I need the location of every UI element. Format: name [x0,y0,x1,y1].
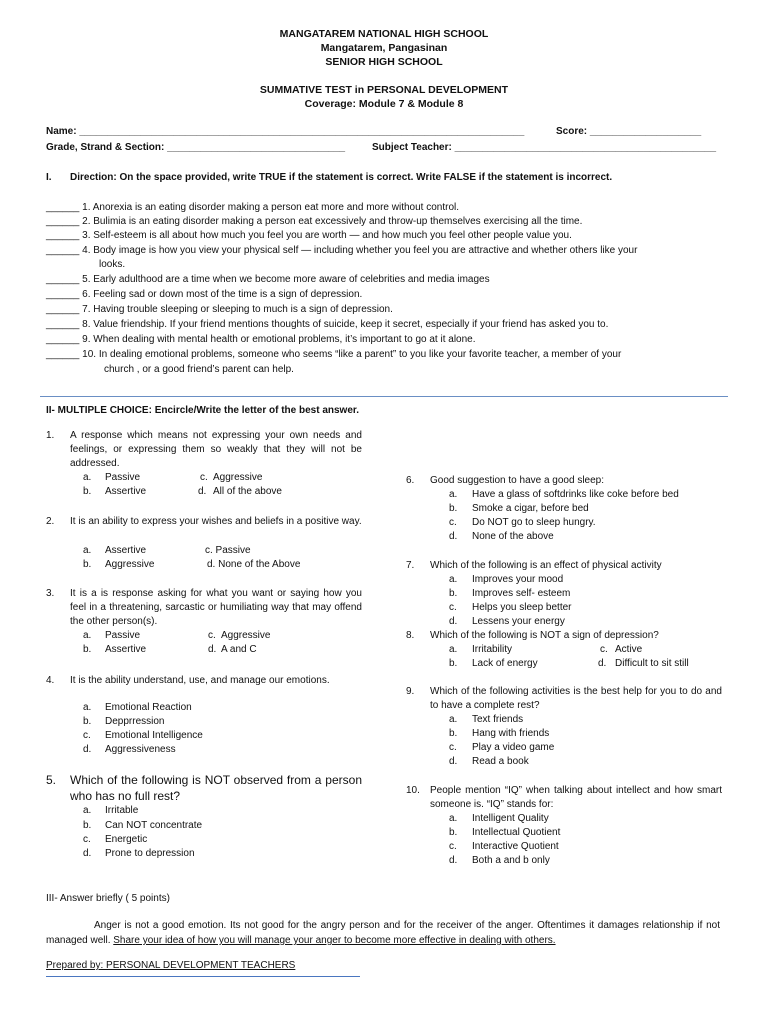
question-number: 6. [406,475,415,486]
letter-a: a. [83,472,92,483]
subject-teacher-field[interactable]: Subject Teacher: _______________________________________________ [372,142,717,153]
letter-d: d. [83,744,92,755]
letter-d: d. [83,848,92,859]
q4-option-a[interactable]: Emotional Reaction [105,702,192,713]
q8-option-d[interactable]: Difficult to sit still [615,658,689,669]
question-text: It is a is response asking for what you want or saying how you feel in a threatening, sarcastic or humiliating way that may offend the other person(s). [70,588,362,627]
letter-b: b. [449,728,458,739]
letter-d: d. [449,855,458,866]
school-level: SENIOR HIGH SCHOOL [325,56,443,68]
question-number: 3. [46,588,55,599]
q9-option-c[interactable]: Play a video game [472,742,555,753]
q3-option-c[interactable]: Aggressive [221,630,271,641]
question-number: 4. [46,675,55,686]
q10-option-c[interactable]: Interactive Quotient [472,841,559,852]
question-number: 7. [406,560,415,571]
q1-option-d[interactable]: All of the above [213,486,282,497]
q3-option-a[interactable]: Passive [105,630,141,641]
tf-item-5[interactable]: ______ 5. Early adulthood are a time when we become more aware of celebrities and media images [46,274,490,285]
letter-b: b. [83,644,92,655]
letter-a: a. [449,489,458,500]
letter-a: a. [83,702,92,713]
q5-option-d[interactable]: Prone to depression [105,848,195,859]
letter-d: d. [449,616,458,627]
letter-b: b. [83,820,92,831]
letter-d: d. [598,658,607,669]
letter-b: b. [449,658,458,669]
test-title: SUMMATIVE TEST in PERSONAL DEVELOPMENT [259,84,509,96]
tf-item-4[interactable]: ______ 4. Body image is how you view your physical self — including whether you feel you are attractive and whether others like your [46,245,638,256]
q4-option-c[interactable]: Emotional Intelligence [105,730,203,741]
tf-item-7[interactable]: ______ 7. Having trouble sleeping or sleeping to much is a sign of depression. [46,304,393,315]
letter-c: c. [83,834,91,845]
q9-option-d[interactable]: Read a book [472,756,529,767]
tf-item-4-cont: looks. [99,259,126,270]
grade-strand-section-field[interactable]: Grade, Strand & Section: ________________________________ [46,142,346,153]
part2-heading: II- MULTIPLE CHOICE: Encircle/Write the letter of the best answer. [46,405,360,416]
tf-item-10-cont: church , or a good friend’s parent can help. [104,364,294,375]
q7-option-c[interactable]: Helps you sleep better [472,602,572,613]
part3-prompt [46,918,720,948]
q5-option-a[interactable]: Irritable [105,805,139,816]
q7-option-b[interactable]: Improves self- esteem [472,588,571,599]
tf-item-1[interactable]: ______ 1. Anorexia is an eating disorder making a person eat more and more without control. [46,202,460,213]
q1-option-c[interactable]: Aggressive [213,472,263,483]
question-number: 2. [46,516,55,527]
q8-option-a[interactable]: Irritability [472,644,513,655]
letter-c: c. [449,517,457,528]
part3-heading: III- Answer briefly ( 5 points) [46,893,170,904]
question-number: 5. [46,773,57,787]
question-number: 10. [406,785,420,796]
question-text: Which of the following is an effect of physical activity [430,560,662,571]
school-location: Mangatarem, Pangasinan [320,42,448,54]
tf-item-8[interactable]: ______ 8. Value friendship. If your friend mentions thoughts of suicide, keep it secret, especially if your friend has asked you to. [46,319,609,330]
part3-prompt-text: Anger is not a good emotion. Its not good for the angry person and for the receiver of the anger. Oftentimes it damages relationship if not managed well. [46,920,720,946]
q1-option-b[interactable]: Assertive [105,486,147,497]
letter-a: a. [449,574,458,585]
q7-option-d[interactable]: Lessens your energy [472,616,565,627]
part1-direction: Direction: On the space provided, write TRUE if the statement is correct. Write FALSE if the statement is incorrect. [70,172,613,183]
letter-b: b. [449,827,458,838]
letter-d: d. [449,756,458,767]
test-coverage: Coverage: Module 7 & Module 8 [304,98,464,110]
letter-c: c. [449,742,457,753]
letter-a: a. [449,714,458,725]
q5-option-b[interactable]: Can NOT concentrate [105,820,203,831]
q10-option-b[interactable]: Intellectual Quotient [472,827,561,838]
prepared-by: Prepared by: PERSONAL DEVELOPMENT TEACHERS [46,960,296,971]
q2-option-d[interactable]: d. None of the Above [207,559,301,570]
letter-c: c. [200,472,208,483]
question-text: Which of the following is NOT observed from a person who has no full rest? [70,773,362,803]
q3-option-d[interactable]: A and C [221,644,257,655]
q9-option-b[interactable]: Hang with friends [472,728,550,739]
letter-a: a. [83,630,92,641]
q7-option-a[interactable]: Improves your mood [472,574,564,585]
q4-option-b[interactable]: Depprression [105,716,165,727]
question-text: People mention “IQ” when talking about intellect and how smart someone is. “IQ” stands for: [430,785,722,810]
score-field[interactable]: Score: ____________________ [556,126,702,137]
q3-option-b[interactable]: Assertive [105,644,147,655]
q6-option-b[interactable]: Smoke a cigar, before bed [472,503,589,514]
tf-item-6[interactable]: ______ 6. Feeling sad or down most of the time is a sign of depression. [46,289,363,300]
tf-item-3[interactable]: ______ 3. Self-esteem is all about how much you feel you are worth — and how much you feel other people value you. [46,230,572,241]
question-text: It is an ability to express your wishes and beliefs in a positive way. [70,516,362,527]
question-number: 1. [46,430,55,441]
q2-option-a[interactable]: Assertive [105,545,147,556]
q1-option-a[interactable]: Passive [105,472,141,483]
letter-b: b. [449,503,458,514]
letter-b: b. [449,588,458,599]
letter-b: b. [83,486,92,497]
letter-a: a. [449,644,458,655]
letter-c: c. [449,841,457,852]
q4-option-d[interactable]: Aggressiveness [105,744,176,755]
q8-option-c[interactable]: Active [615,644,643,655]
question-text: A response which means not expressing your own needs and feelings, or expressing them so weakly that they will not be addressed. [70,430,362,469]
name-field[interactable]: Name: ________________________________________________________________________________ [46,126,525,137]
question-text: Good suggestion to have a good sleep: [430,475,605,486]
letter-b: b. [83,559,92,570]
part1-number: I. [46,172,52,183]
q10-option-a[interactable]: Intelligent Quality [472,813,549,824]
q9-option-a[interactable]: Text friends [472,714,524,725]
q6-option-c[interactable]: Do NOT go to sleep hungry. [472,517,596,528]
letter-c: c. [449,602,457,613]
section-divider [40,396,728,397]
q6-option-a[interactable]: Have a glass of softdrinks like coke before bed [472,489,679,500]
letter-c: c. [83,730,91,741]
school-name: MANGATAREM NATIONAL HIGH SCHOOL [279,28,489,40]
question-text: Which of the following is NOT a sign of depression? [430,630,659,641]
letter-b: b. [83,716,92,727]
q10-option-d[interactable]: Both a and b only [472,855,550,866]
question-text: It is the ability understand, use, and manage our emotions. [70,675,330,686]
letter-d: d. [208,644,217,655]
letter-c: c. [600,644,608,655]
part3-prompt-instruction: Share your idea of how you will manage your anger to become more effective in dealing with others. [113,935,556,946]
letter-d: d. [449,531,458,542]
q6-option-d[interactable]: None of the above [472,531,554,542]
q2-option-b[interactable]: Aggressive [105,559,155,570]
question-number: 9. [406,686,415,697]
letter-a: a. [449,813,458,824]
q2-option-c[interactable]: c. Passive [205,545,251,556]
question-text: Which of the following activities is the best help for you to do and to have a complete rest? [430,686,722,711]
letter-a: a. [83,805,92,816]
footer-line [46,976,360,977]
q8-option-b[interactable]: Lack of energy [472,658,538,669]
tf-item-2[interactable]: ______ 2. Bulimia is an eating disorder making a person eat excessively and throw-up themselves exercising all the time. [46,216,583,227]
tf-item-10[interactable]: ______ 10. In dealing emotional problems, someone who seems “like a parent” to you like your favorite teacher, a member of your [46,349,622,360]
q5-option-c[interactable]: Energetic [105,834,148,845]
letter-a: a. [83,545,92,556]
letter-c: c. [208,630,216,641]
question-number: 8. [406,630,415,641]
tf-item-9[interactable]: ______ 9. When dealing with mental health or emotional problems, it’s important to go at it alone. [46,334,476,345]
letter-d: d. [198,486,207,497]
